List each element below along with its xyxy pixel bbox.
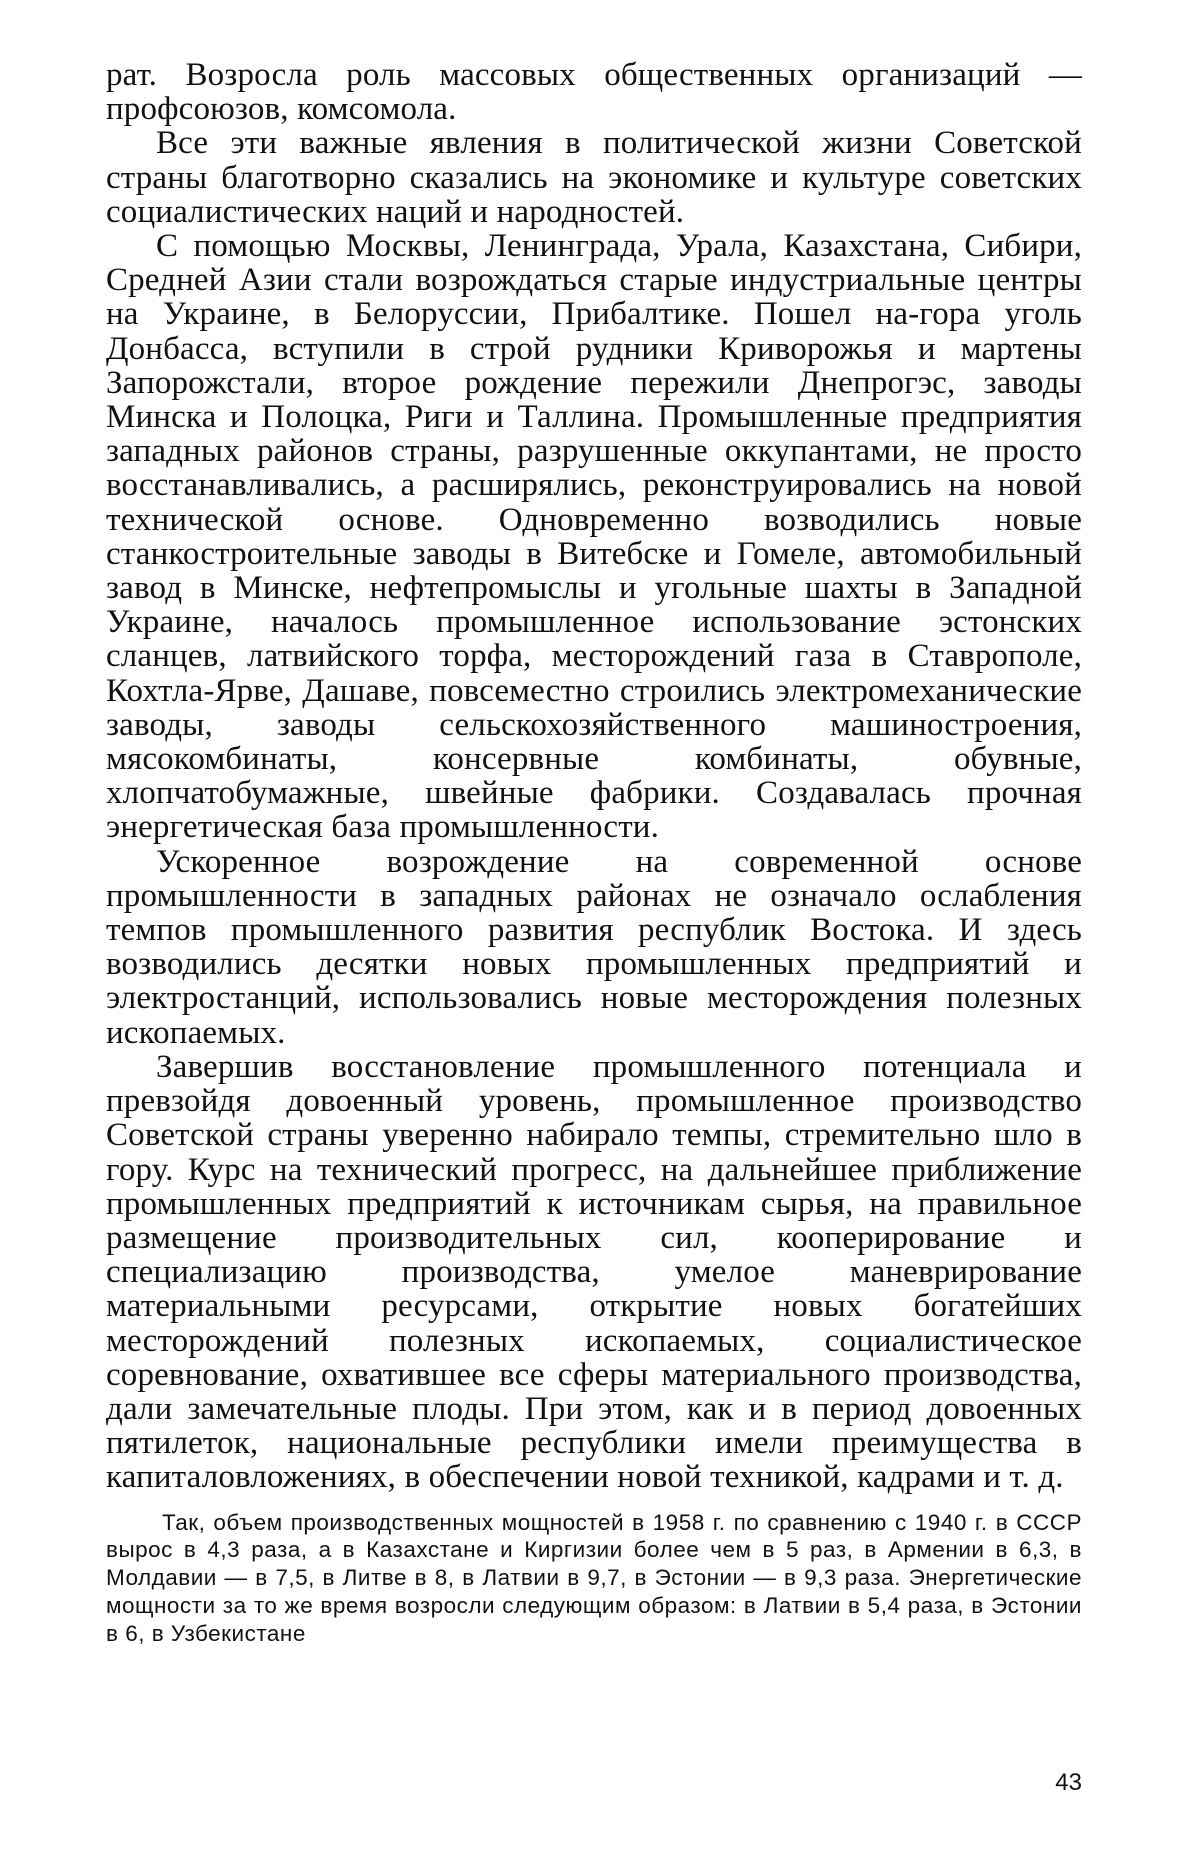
paragraph-continuation: рат. Возросла роль массовых общественных организаций — профсоюзов, комсомола. xyxy=(106,57,1082,128)
page-number: 43 xyxy=(1055,1769,1082,1796)
small-print-paragraph: Так, объем производственных мощностей в 1958 г. по сравнению с 1940 г. в СССР вырос в 4,3 раза, а в Казахстане и Киргизии более чем в 5 раз, в Армении в 6,3, в Молдавии — в 7,5, в Литве в 8, в Латвии в 9,7, в Эстонии — в 9,3 раза. Энергетические мощности за то же время возросли следующим образом: в Латвии в 5,4 раза, в Эстонии в 6, в Узбекистане xyxy=(106,1509,1082,1646)
paragraph-political-life: Все эти важные явления в политической жизни Советской страны благотворно сказались на экономике и культуре советских социалистических наций и народностей. xyxy=(106,125,1082,230)
page-body xyxy=(106,58,1082,1648)
paragraph-technical-progress: Завершив восстановление промышленного потенциала и превзойдя довоенный уровень, промышленное производство Советской страны уверенно набирало темпы, стремительно шло в гору. Курс на технический прогресс, на дальнейшее приближение промышленных предприятий к источникам сырья, на правильное размещение производительных сил, кооперирование и специализацию производства, умелое маневрирование материальными ресурсами, открытие новых богатейших месторождений полезных ископаемых, социалистическое соревнование, охватившее все сферы материального производства, дали замечательные плоды. При этом, как и в период довоенных пятилеток, национальные республики имели преимущества в капиталовложениях, в обеспечении новой техникой, кадрами и т. д. xyxy=(106,1048,1082,1496)
paragraph-industrial-revival: С помощью Москвы, Ленинграда, Урала, Казахстана, Сибири, Средней Азии стали возрождаться старые индустриальные центры на Украине, в Белоруссии, Прибалтике. Пошел на-гора уголь Донбасса, вступили в строй рудники Криворожья и мартены Запорожстали, второе рождение пережили Днепрогэс, заводы Минска и Полоцка, Риги и Таллина. Промышленные предприятия западных районов страны, разрушенные оккупантами, не просто восстанавливались, а расширялись, реконструировались на новой технической основе. Одновременно возводились новые станкостроительные заводы в Витебске и Гомеле, автомобильный завод в Минске, нефтепромыслы и угольные шахты в Западной Украине, началось промышленное использование эстонских сланцев, латвийского торфа, месторождений газа в Ставрополе, Кохтла-Ярве, Дашаве, повсеместно строились электромеханические заводы, заводы сельскохозяйственного машиностроения, мясокомбинаты, консервные комбинаты, обувные, хлопчатобумажные, швейные фабрики. Создавалась прочная энергетическая база промышленности. xyxy=(106,228,1082,846)
paragraph-eastern-republics: Ускоренное возрождение на современной основе промышленности в западных районах не означало ослабления темпов промышленного развития республик Востока. И здесь возводились десятки новых промышленных предприятий и электростанций, использовались новые месторождения полезных ископаемых. xyxy=(106,843,1082,1051)
